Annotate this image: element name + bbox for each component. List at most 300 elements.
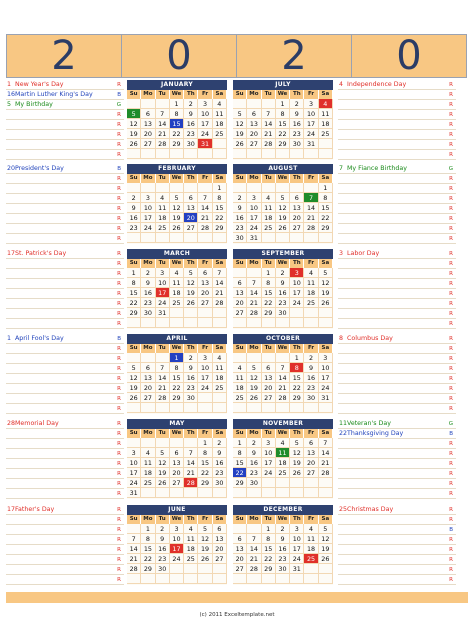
event-row — [338, 525, 456, 535]
day-cell: 5 — [233, 109, 247, 119]
weekday-header: Th — [290, 344, 304, 353]
day-cell — [184, 318, 198, 328]
day-cell — [290, 308, 304, 318]
day-cell: 8 — [170, 363, 184, 373]
day-cell: 7 — [319, 438, 333, 448]
day-grid — [127, 90, 227, 159]
day-cell — [276, 488, 290, 498]
day-cell: 31 — [156, 308, 170, 318]
weekday-header: Su — [127, 344, 141, 353]
day-cell: 25 — [319, 129, 333, 139]
day-cell: 17 — [156, 288, 170, 298]
day-cell — [213, 564, 227, 574]
day-cell: 2 — [156, 524, 170, 534]
event-row — [338, 535, 456, 545]
event-color-code: R — [117, 281, 121, 287]
day-cell — [213, 488, 227, 498]
event-row — [338, 249, 456, 259]
event-color-code: B — [117, 92, 121, 98]
day-cell: 27 — [233, 564, 247, 574]
month-calendar-december — [233, 505, 333, 585]
month-calendar-march — [127, 249, 227, 329]
event-color-code: R — [117, 386, 121, 392]
day-cell: 26 — [290, 468, 304, 478]
day-cell: 12 — [319, 534, 333, 544]
event-row — [6, 429, 124, 439]
day-cell — [127, 233, 141, 243]
event-title: New Year's Day — [15, 81, 64, 88]
day-cell: 26 — [127, 393, 141, 403]
day-cell: 16 — [304, 373, 318, 383]
day-cell — [170, 403, 184, 413]
weekday-header: Fr — [304, 174, 318, 183]
day-cell — [290, 149, 304, 159]
day-grid — [127, 515, 227, 584]
day-cell — [247, 574, 261, 584]
day-cell: 2 — [184, 353, 198, 363]
weekday-header: Mo — [247, 174, 261, 183]
day-cell: 8 — [213, 193, 227, 203]
day-cell: 22 — [213, 213, 227, 223]
event-row — [338, 100, 456, 110]
event-color-code: R — [117, 142, 121, 148]
day-cell — [127, 149, 141, 159]
day-cell: 26 — [276, 223, 290, 233]
weekday-header: Tu — [156, 515, 170, 524]
day-cell — [156, 574, 170, 584]
event-row — [338, 174, 456, 184]
day-cell: 8 — [170, 109, 184, 119]
day-cell: 18 — [319, 119, 333, 129]
day-cell — [319, 478, 333, 488]
month-name: DECEMBER — [233, 505, 333, 515]
day-cell — [304, 488, 318, 498]
weekday-header: Su — [127, 515, 141, 524]
day-cell: 8 — [141, 534, 155, 544]
day-cell: 17 — [247, 213, 261, 223]
event-color-code: R — [449, 366, 453, 372]
event-row — [6, 344, 124, 354]
weekday-header: Fr — [304, 90, 318, 99]
day-cell — [184, 564, 198, 574]
event-row — [6, 565, 124, 575]
day-cell: 8 — [319, 193, 333, 203]
event-color-code: B — [117, 166, 121, 172]
day-cell — [276, 574, 290, 584]
event-day: 1 — [7, 335, 12, 342]
day-cell: 27 — [233, 308, 247, 318]
day-cell: 13 — [170, 458, 184, 468]
day-cell: 5 — [184, 268, 198, 278]
event-row — [6, 515, 124, 525]
weekday-header: Th — [184, 90, 198, 99]
day-cell: 27 — [170, 478, 184, 488]
day-cell: 3 — [319, 353, 333, 363]
day-cell: 28 — [304, 223, 318, 233]
weekday-header: Th — [290, 174, 304, 183]
day-cell: 19 — [170, 213, 184, 223]
day-cell: 9 — [184, 363, 198, 373]
day-cell — [233, 149, 247, 159]
weekday-header: Th — [290, 429, 304, 438]
day-cell: 18 — [262, 213, 276, 223]
event-color-code: R — [449, 236, 453, 242]
event-color-code: R — [117, 301, 121, 307]
day-cell — [170, 233, 184, 243]
day-cell: 11 — [233, 373, 247, 383]
event-color-code: R — [449, 206, 453, 212]
day-cell: 23 — [276, 554, 290, 564]
day-cell — [304, 318, 318, 328]
day-cell — [213, 149, 227, 159]
day-cell — [319, 403, 333, 413]
day-cell: 24 — [319, 383, 333, 393]
day-cell: 15 — [233, 458, 247, 468]
event-color-code: R — [449, 461, 453, 467]
day-cell: 29 — [170, 393, 184, 403]
day-cell: 31 — [198, 139, 212, 149]
day-cell: 29 — [319, 223, 333, 233]
month-calendar-june — [127, 505, 227, 585]
event-row — [6, 374, 124, 384]
day-cell: 16 — [156, 544, 170, 554]
weekday-header: Sa — [213, 259, 227, 268]
day-cell: 22 — [319, 213, 333, 223]
weekday-header: Fr — [198, 429, 212, 438]
day-cell: 20 — [233, 554, 247, 564]
event-row — [6, 354, 124, 364]
weekday-header: Th — [184, 344, 198, 353]
event-color-code: R — [117, 82, 121, 88]
day-cell: 10 — [290, 534, 304, 544]
event-day: 22 — [339, 430, 348, 437]
month-calendar-february — [127, 164, 227, 244]
event-row — [6, 525, 124, 535]
day-cell: 8 — [262, 278, 276, 288]
day-cell — [233, 268, 247, 278]
weekday-header: Mo — [141, 515, 155, 524]
weekday-header: Mo — [247, 344, 261, 353]
event-row — [338, 299, 456, 309]
day-cell — [233, 99, 247, 109]
day-cell: 27 — [213, 554, 227, 564]
day-cell: 7 — [127, 534, 141, 544]
day-cell — [304, 564, 318, 574]
weekday-header: Fr — [198, 174, 212, 183]
event-color-code: R — [117, 451, 121, 457]
day-cell: 15 — [262, 544, 276, 554]
day-cell: 1 — [290, 353, 304, 363]
day-cell — [198, 574, 212, 584]
event-day: 7 — [339, 165, 344, 172]
event-row — [6, 194, 124, 204]
day-cell — [304, 308, 318, 318]
day-cell — [276, 318, 290, 328]
event-row — [338, 194, 456, 204]
day-cell: 11 — [213, 363, 227, 373]
day-cell: 16 — [127, 213, 141, 223]
day-cell: 31 — [319, 393, 333, 403]
day-cell: 4 — [304, 524, 318, 534]
event-title: April Fool's Day — [15, 335, 64, 342]
day-cell — [276, 183, 290, 193]
day-grid — [127, 259, 227, 328]
weekday-header: We — [170, 429, 184, 438]
event-color-code: B — [117, 336, 121, 342]
day-cell — [233, 353, 247, 363]
event-color-code: R — [449, 216, 453, 222]
day-cell — [319, 139, 333, 149]
day-cell: 23 — [156, 554, 170, 564]
event-color-code: R — [449, 122, 453, 128]
day-cell: 26 — [247, 393, 261, 403]
event-day: 8 — [339, 335, 344, 342]
weekday-header: Tu — [156, 174, 170, 183]
day-cell: 1 — [262, 268, 276, 278]
day-cell: 12 — [276, 203, 290, 213]
day-cell: 13 — [141, 373, 155, 383]
event-row — [338, 555, 456, 565]
event-row — [338, 259, 456, 269]
event-row — [6, 80, 124, 90]
day-cell: 4 — [233, 363, 247, 373]
weekday-header: Tu — [262, 259, 276, 268]
day-cell: 18 — [184, 544, 198, 554]
day-cell: 4 — [213, 353, 227, 363]
day-cell — [170, 183, 184, 193]
event-color-code: R — [117, 491, 121, 497]
day-cell — [213, 308, 227, 318]
event-row — [6, 150, 124, 160]
day-cell — [247, 353, 261, 363]
day-cell — [141, 318, 155, 328]
day-cell: 20 — [213, 544, 227, 554]
day-cell: 4 — [319, 99, 333, 109]
day-cell — [247, 524, 261, 534]
day-cell: 10 — [247, 203, 261, 213]
weekday-header: Th — [184, 174, 198, 183]
day-cell — [156, 318, 170, 328]
calendar-row — [6, 419, 468, 499]
event-row — [6, 309, 124, 319]
day-cell: 30 — [276, 564, 290, 574]
day-cell: 14 — [262, 119, 276, 129]
event-title: Veteran's Day — [347, 420, 391, 427]
event-color-code: R — [117, 421, 121, 427]
day-cell: 10 — [156, 278, 170, 288]
day-cell — [213, 574, 227, 584]
day-cell: 19 — [319, 544, 333, 554]
event-color-code: R — [117, 356, 121, 362]
day-cell: 28 — [156, 139, 170, 149]
event-title: My Fiance Birthday — [347, 165, 407, 172]
day-cell: 16 — [233, 213, 247, 223]
event-color-code: R — [117, 406, 121, 412]
day-cell — [247, 318, 261, 328]
day-cell: 21 — [198, 213, 212, 223]
event-color-code: R — [117, 376, 121, 382]
day-cell: 22 — [262, 554, 276, 564]
day-cell: 9 — [276, 278, 290, 288]
day-cell: 29 — [290, 393, 304, 403]
month-name: SEPTEMBER — [233, 249, 333, 259]
day-cell: 19 — [184, 288, 198, 298]
day-cell: 14 — [213, 278, 227, 288]
day-cell: 10 — [262, 448, 276, 458]
weekday-header: Sa — [319, 90, 333, 99]
event-color-code: R — [449, 386, 453, 392]
day-cell — [156, 183, 170, 193]
day-cell: 11 — [156, 203, 170, 213]
day-cell: 29 — [213, 223, 227, 233]
day-cell — [127, 353, 141, 363]
weekday-header: Mo — [141, 344, 155, 353]
day-cell — [170, 488, 184, 498]
event-color-code: G — [448, 421, 453, 427]
day-cell: 24 — [290, 298, 304, 308]
event-color-code: R — [449, 547, 453, 553]
weekday-header: Sa — [319, 429, 333, 438]
day-cell: 16 — [247, 458, 261, 468]
day-cell: 19 — [156, 468, 170, 478]
day-cell: 28 — [247, 308, 261, 318]
left-events-list — [6, 164, 124, 244]
day-cell: 3 — [262, 438, 276, 448]
weekday-header: We — [276, 429, 290, 438]
event-row — [6, 110, 124, 120]
day-grid — [233, 90, 333, 159]
weekday-header: Su — [127, 259, 141, 268]
event-row — [338, 374, 456, 384]
day-cell: 3 — [290, 268, 304, 278]
day-cell: 15 — [213, 203, 227, 213]
day-cell: 5 — [247, 363, 261, 373]
day-cell: 15 — [141, 544, 155, 554]
day-cell — [127, 99, 141, 109]
event-color-code: R — [449, 226, 453, 232]
day-cell: 1 — [170, 99, 184, 109]
event-color-code: R — [449, 321, 453, 327]
weekday-header: Mo — [141, 174, 155, 183]
event-color-code: R — [117, 441, 121, 447]
day-cell — [290, 478, 304, 488]
day-cell: 24 — [290, 554, 304, 564]
day-cell — [262, 183, 276, 193]
day-cell: 1 — [233, 438, 247, 448]
day-cell — [156, 99, 170, 109]
day-cell: 3 — [198, 99, 212, 109]
day-cell: 1 — [127, 268, 141, 278]
day-cell — [184, 488, 198, 498]
day-cell: 23 — [290, 129, 304, 139]
day-cell: 17 — [170, 544, 184, 554]
event-row — [6, 140, 124, 150]
day-cell: 7 — [156, 363, 170, 373]
day-cell: 2 — [141, 268, 155, 278]
event-color-code: R — [117, 251, 121, 257]
day-cell: 11 — [276, 448, 290, 458]
weekday-header: Tu — [262, 429, 276, 438]
day-cell: 12 — [247, 373, 261, 383]
day-cell: 8 — [198, 448, 212, 458]
event-color-code: R — [449, 356, 453, 362]
event-color-code: G — [448, 166, 453, 172]
event-row — [338, 334, 456, 344]
event-row — [338, 419, 456, 429]
day-cell: 22 — [198, 468, 212, 478]
day-cell: 13 — [233, 288, 247, 298]
day-cell: 15 — [170, 119, 184, 129]
day-cell: 18 — [213, 119, 227, 129]
weekday-header: Mo — [247, 259, 261, 268]
event-row — [338, 439, 456, 449]
day-cell: 1 — [262, 524, 276, 534]
day-cell — [170, 149, 184, 159]
event-color-code: R — [117, 112, 121, 118]
day-cell: 20 — [290, 213, 304, 223]
day-cell: 28 — [156, 393, 170, 403]
day-cell: 31 — [290, 564, 304, 574]
event-row — [338, 204, 456, 214]
day-cell: 17 — [304, 119, 318, 129]
weekday-header: Sa — [319, 344, 333, 353]
day-cell: 11 — [304, 534, 318, 544]
weekday-header: Fr — [304, 429, 318, 438]
day-cell: 6 — [304, 438, 318, 448]
event-color-code: R — [449, 567, 453, 573]
weekday-header: Tu — [156, 90, 170, 99]
weekday-header: Tu — [156, 344, 170, 353]
day-cell: 18 — [233, 383, 247, 393]
month-calendar-july — [233, 80, 333, 160]
event-row — [338, 164, 456, 174]
day-cell: 20 — [262, 383, 276, 393]
day-cell: 7 — [247, 278, 261, 288]
event-color-code: R — [449, 301, 453, 307]
month-calendar-may — [127, 419, 227, 499]
day-grid — [233, 174, 333, 243]
day-cell: 18 — [141, 468, 155, 478]
year-digit-1: 2 — [6, 34, 122, 78]
day-cell — [290, 574, 304, 584]
event-row — [6, 120, 124, 130]
day-cell — [184, 149, 198, 159]
day-cell: 10 — [319, 363, 333, 373]
day-cell — [127, 524, 141, 534]
day-cell: 4 — [156, 193, 170, 203]
day-cell: 30 — [184, 139, 198, 149]
day-cell — [319, 233, 333, 243]
day-cell: 30 — [276, 308, 290, 318]
day-cell: 30 — [213, 478, 227, 488]
weekday-header: Su — [127, 174, 141, 183]
day-cell — [319, 488, 333, 498]
event-color-code: R — [117, 311, 121, 317]
day-cell: 5 — [319, 268, 333, 278]
day-cell: 31 — [304, 139, 318, 149]
calendar-row — [6, 164, 468, 244]
day-cell: 19 — [319, 288, 333, 298]
day-cell: 11 — [170, 278, 184, 288]
day-cell: 20 — [198, 288, 212, 298]
right-events-list — [338, 164, 456, 244]
day-cell — [198, 308, 212, 318]
day-cell — [170, 308, 184, 318]
weekday-header: Su — [233, 174, 247, 183]
day-cell: 6 — [262, 363, 276, 373]
day-cell: 10 — [290, 278, 304, 288]
day-cell: 21 — [262, 129, 276, 139]
